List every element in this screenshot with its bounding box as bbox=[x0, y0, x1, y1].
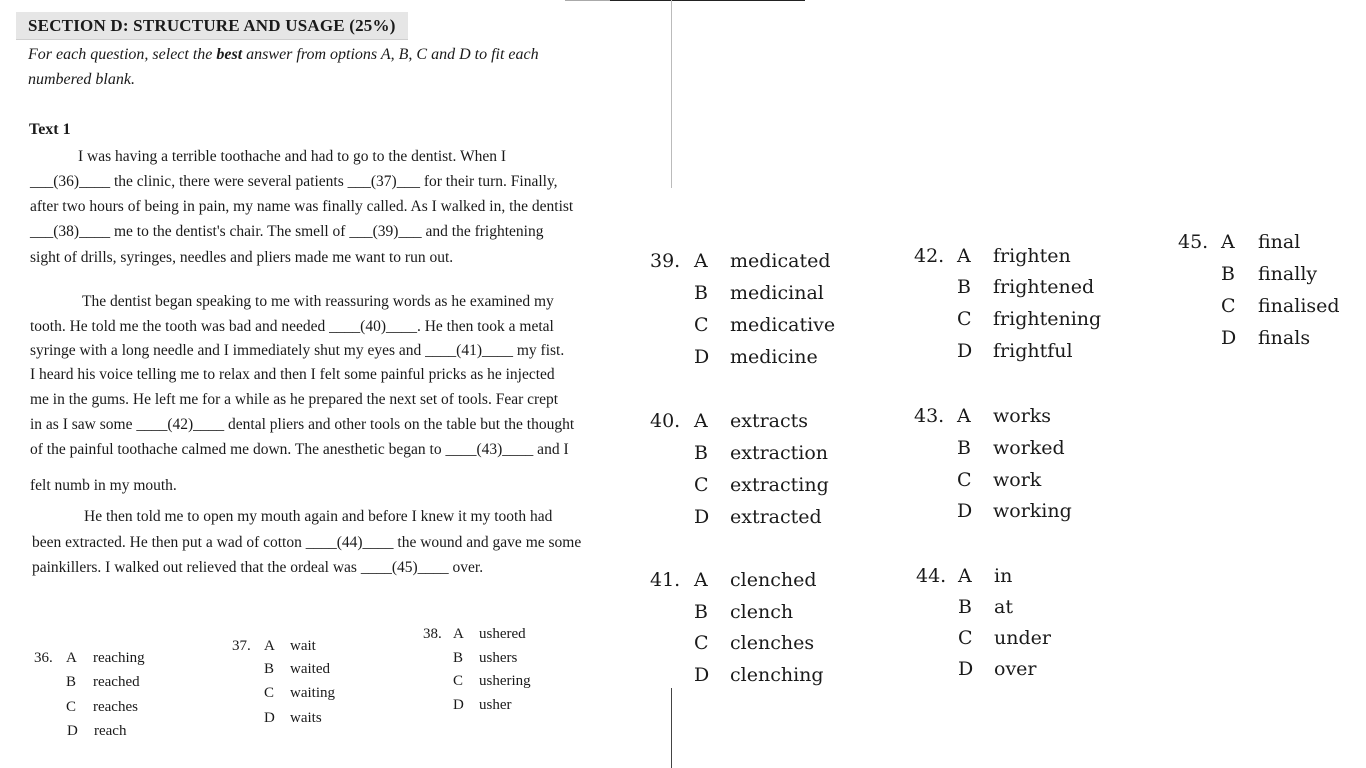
question-43-option-b[interactable]: B worked bbox=[957, 437, 1065, 459]
passage-line: of the painful toothache calmed me down. The anesthetic began to ____(43)____ and I bbox=[30, 441, 569, 458]
question-39-option-c[interactable]: C medicative bbox=[694, 314, 836, 336]
question-42-option-b[interactable]: B frightened bbox=[957, 276, 1095, 298]
passage-line: me in the gums. He left me for a while as he prepared the next set of tools. Fear crept bbox=[30, 391, 559, 408]
option-text[interactable]: clenched bbox=[730, 569, 817, 591]
question-44-option-c[interactable]: C under bbox=[958, 627, 1051, 649]
question-37-option-c[interactable]: C waiting bbox=[264, 685, 335, 701]
option-text[interactable]: ushered bbox=[479, 626, 526, 642]
question-45-option-c[interactable]: C finalised bbox=[1221, 295, 1340, 317]
option-text[interactable]: works bbox=[993, 405, 1052, 427]
option-text[interactable]: reaching bbox=[93, 650, 145, 666]
question-38-option-d[interactable]: D usher bbox=[453, 697, 512, 713]
passage-line: tooth. He told me the tooth was bad and needed ____(40)____. He then took a metal bbox=[30, 318, 554, 335]
question-number: 43. bbox=[914, 405, 945, 427]
question-45: 45. A final bbox=[1178, 231, 1301, 253]
question-43-option-d[interactable]: D working bbox=[957, 500, 1072, 522]
passage-line: I heard his voice telling me to relax and then I felt some painful pricks as he injected bbox=[30, 366, 555, 383]
question-36-option-b[interactable]: B reached bbox=[66, 674, 140, 690]
question-40: 40. A extracts bbox=[650, 410, 809, 432]
question-41-option-d[interactable]: D clenching bbox=[694, 664, 824, 686]
instructions: For each question, select the best answer from options A, B, C and D to fit each numbered blank. bbox=[28, 46, 539, 88]
passage-line: The dentist began speaking to me with reassuring words as he examined my bbox=[82, 293, 554, 310]
question-39-option-d[interactable]: D medicine bbox=[694, 346, 818, 368]
question-41: 41. A clenched bbox=[650, 569, 817, 591]
question-45-option-b[interactable]: B finally bbox=[1221, 263, 1318, 285]
option-text[interactable]: extracts bbox=[730, 410, 809, 432]
question-42-option-d[interactable]: D frightful bbox=[957, 340, 1073, 362]
passage-line: syringe with a long needle and I immediately shut my eyes and ____(41)____ my fist. bbox=[30, 342, 565, 359]
column-divider-bottom bbox=[671, 688, 672, 768]
option-text[interactable]: medicated bbox=[730, 250, 831, 272]
question-40-option-d[interactable]: D extracted bbox=[694, 506, 822, 528]
passage-line: sight of drills, syringes, needles and pliers made me want to run out. bbox=[30, 249, 454, 266]
question-number: 36. bbox=[34, 650, 53, 666]
question-39-option-b[interactable]: B medicinal bbox=[694, 282, 824, 304]
question-36-option-c[interactable]: C reaches bbox=[66, 699, 138, 715]
option-text[interactable]: in bbox=[994, 565, 1013, 587]
question-41-option-c[interactable]: C clenches bbox=[694, 632, 815, 654]
question-number: 45. bbox=[1178, 231, 1209, 253]
question-37-option-b[interactable]: B waited bbox=[264, 661, 330, 677]
passage-line: in as I saw some ____(42)____ dental pliers and other tools on the table but the thought bbox=[30, 416, 575, 433]
option-text[interactable]: wait bbox=[290, 638, 316, 654]
instruction-emphasis: best bbox=[216, 46, 243, 63]
passage-line: after two hours of being in pain, my name was finally called. As I walked in, the dentist bbox=[30, 198, 574, 215]
column-divider-top bbox=[671, 0, 672, 188]
question-43: 43. A works bbox=[914, 405, 1052, 427]
question-36: 36. A reaching bbox=[34, 650, 145, 666]
question-38: 38. A ushered bbox=[423, 626, 526, 642]
option-text[interactable]: frighten bbox=[993, 245, 1071, 267]
top-divider bbox=[610, 0, 805, 1]
passage-line: ___(38)____ me to the dentist's chair. The smell of ___(39)___ and the frightening bbox=[30, 223, 544, 240]
question-number: 37. bbox=[232, 638, 251, 654]
question-41-option-b[interactable]: B clench bbox=[694, 601, 794, 623]
question-number: 42. bbox=[914, 245, 945, 267]
question-42: 42. A frighten bbox=[914, 245, 1071, 267]
question-42-option-c[interactable]: C frightening bbox=[957, 308, 1102, 330]
section-title: SECTION D: STRUCTURE AND USAGE (25%) bbox=[16, 12, 408, 40]
passage-line: He then told me to open my mouth again and before I knew it my tooth had bbox=[84, 508, 553, 525]
question-number: 39. bbox=[650, 250, 681, 272]
question-number: 40. bbox=[650, 410, 681, 432]
passage-line: painkillers. I walked out relieved that the ordeal was ____(45)____ over. bbox=[32, 559, 484, 576]
question-44-option-b[interactable]: B at bbox=[958, 596, 1013, 618]
question-45-option-d[interactable]: D finals bbox=[1221, 327, 1311, 349]
question-38-option-c[interactable]: C ushering bbox=[453, 673, 531, 689]
passage-line: I was having a terrible toothache and had to go to the dentist. When I bbox=[78, 148, 506, 165]
question-38-option-b[interactable]: B ushers bbox=[453, 650, 518, 666]
question-44: 44. A in bbox=[916, 565, 1013, 587]
question-number: 38. bbox=[423, 626, 442, 642]
question-36-option-d[interactable]: D reach bbox=[67, 723, 127, 739]
question-39: 39. A medicated bbox=[650, 250, 831, 272]
question-number: 44. bbox=[916, 565, 947, 587]
question-40-option-b[interactable]: B extraction bbox=[694, 442, 829, 464]
question-number: 41. bbox=[650, 569, 681, 591]
question-40-option-c[interactable]: C extracting bbox=[694, 474, 829, 496]
question-37: 37. A wait bbox=[232, 638, 316, 654]
top-divider-left bbox=[565, 0, 610, 1]
question-43-option-c[interactable]: C work bbox=[957, 469, 1042, 491]
question-37-option-d[interactable]: D waits bbox=[264, 710, 322, 726]
passage-line: felt numb in my mouth. bbox=[30, 477, 177, 494]
text-label: Text 1 bbox=[29, 121, 71, 138]
option-text[interactable]: final bbox=[1258, 231, 1301, 253]
passage-line: ___(36)____ the clinic, there were several patients ___(37)___ for their turn. Finally, bbox=[30, 173, 558, 190]
question-44-option-d[interactable]: D over bbox=[958, 658, 1037, 680]
passage-line: been extracted. He then put a wad of cotton ____(44)____ the wound and gave me some bbox=[32, 534, 582, 551]
